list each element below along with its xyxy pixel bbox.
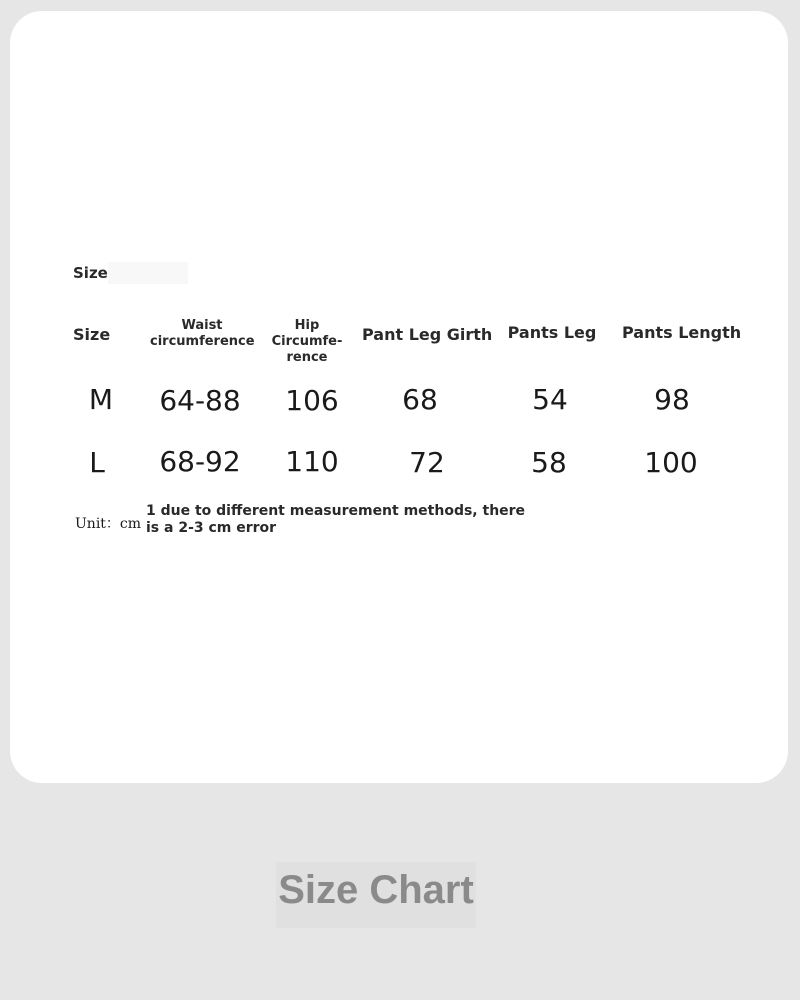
header-pants-leg: Pants Leg bbox=[507, 323, 597, 342]
table-cell: 64-88 bbox=[159, 384, 241, 417]
table-cell: 58 bbox=[531, 446, 567, 479]
table-cell: 100 bbox=[644, 446, 698, 479]
table-cell: 72 bbox=[409, 446, 445, 479]
table-cell: M bbox=[88, 383, 114, 416]
table-cell: 110 bbox=[285, 445, 339, 478]
header-pants-length: Pants Length bbox=[622, 323, 742, 342]
unit-label: Unit：cm bbox=[75, 516, 142, 532]
table-cell: 68-92 bbox=[159, 445, 241, 478]
table-cell: 54 bbox=[532, 383, 568, 416]
section-heading: Size bbox=[73, 264, 108, 282]
page-title: Size Chart bbox=[278, 868, 474, 912]
header-leg-girth: Pant Leg Girth bbox=[362, 325, 493, 344]
header-size: Size bbox=[73, 325, 111, 344]
table-cell: 68 bbox=[402, 383, 438, 416]
table-cell: 98 bbox=[654, 383, 690, 416]
measurement-note: 1 due to different measurement methods, there is a 2-3 cm error bbox=[146, 503, 526, 536]
header-waist: Waist circumference bbox=[150, 318, 255, 349]
table-cell: L bbox=[89, 446, 105, 479]
header-hip: Hip Circumfe-rence bbox=[271, 318, 343, 365]
faded-text-artifact bbox=[108, 262, 188, 284]
table-cell: 106 bbox=[285, 384, 339, 417]
